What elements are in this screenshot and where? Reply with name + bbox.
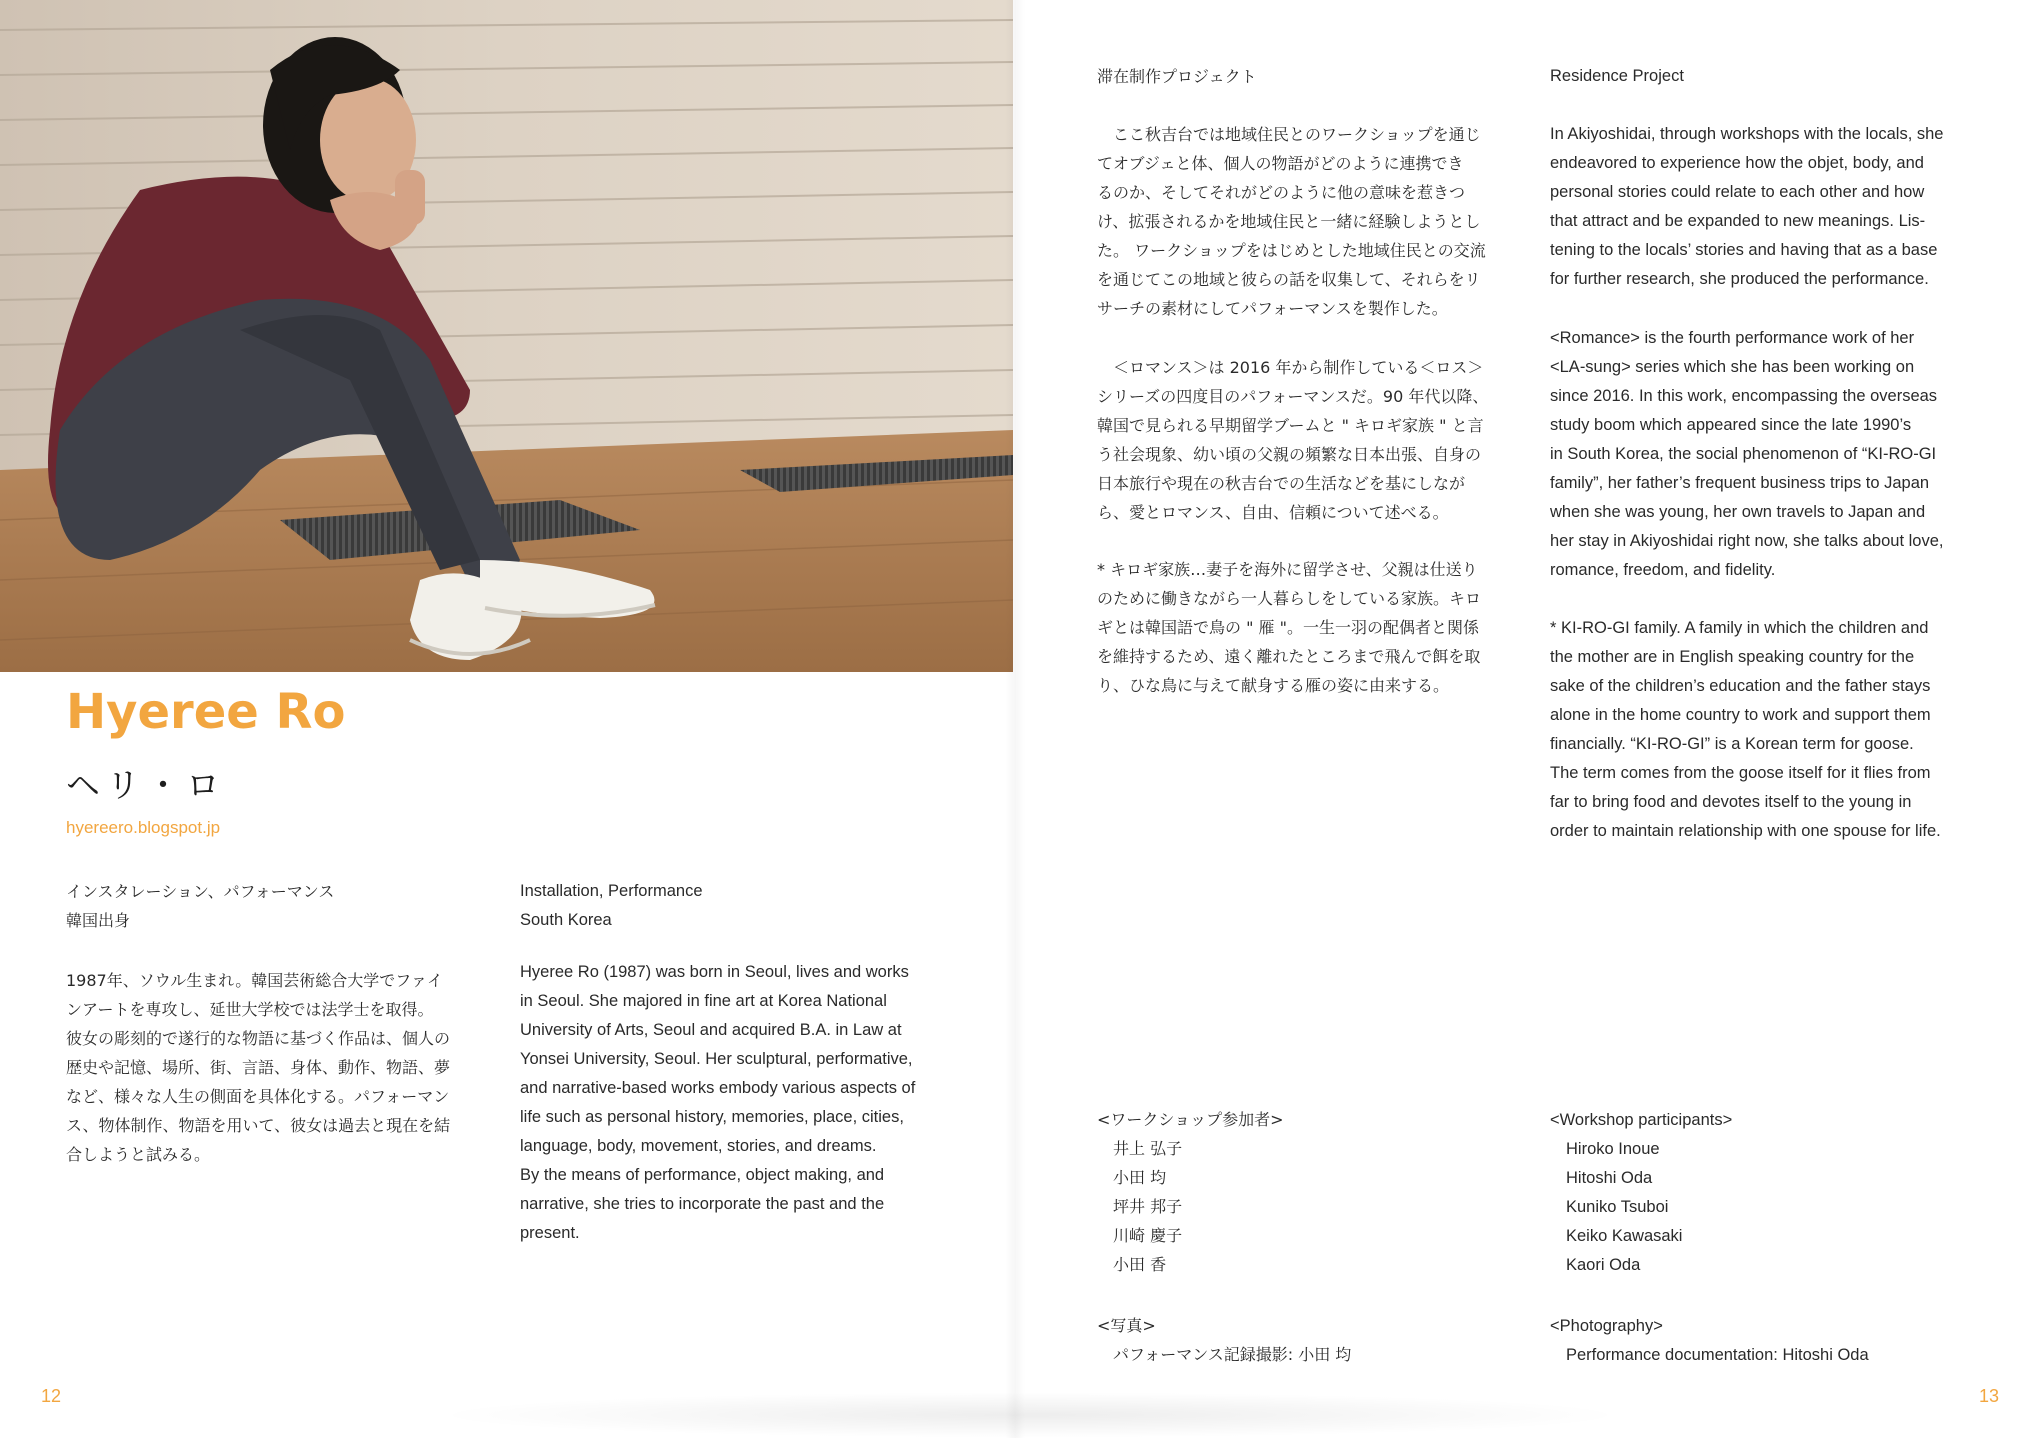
artist-name: Hyeree Ro — [66, 684, 346, 740]
participants-jp — [1097, 1105, 1517, 1279]
participant-en: Keiko Kawasaki — [1566, 1227, 1683, 1245]
bio-jp-text: 1987年、ソウル生まれ。韓国芸術総合大学でファイ ンアートを専攻し、延世大学校では法学士を取得。 彼女の彫刻的で遂行的な物語に基づく作品は、個人の 歴史や記憶、場所、街、言語、身体、動作、物語、夢 など、様々な人生の側面を具体化する。パフォーマン ス、物体制作、物語を用いて、彼女は過去と現在を結 合しようと試みる。 — [66, 971, 451, 1164]
residence-para2-jp-text: ＜ロマンス＞は 2016 年から制作している＜ロス＞ シリーズの四度目のパフォーマンスだ。90 年代以降、 韓国で見られる早期留学ブームと " キロギ家族 " と言 う社会現象、幼い頃の父親の頻繁な日本出張、自身の 日本旅行や現在の秋吉台での生活などを基にしなが ら、愛とロマンス、自由、信頼について述べる。 — [1097, 358, 1489, 522]
photography-credit-en: Performance documentation: Hitoshi Oda — [1566, 1346, 1869, 1364]
residence-para1-jp — [1097, 120, 1517, 323]
photography-en — [1550, 1312, 1980, 1370]
residence-heading-jp: 滞在制作プロジェクト — [1097, 67, 1257, 86]
participant-jp: 小田 香 — [1113, 1255, 1167, 1274]
participant-en: Hiroko Inoue — [1566, 1140, 1660, 1158]
residence-para2-jp — [1097, 353, 1517, 527]
profile-en-header — [520, 877, 940, 935]
field-jp: インスタレーション、パフォーマンス — [66, 882, 335, 901]
photography-heading-jp: <写真> — [1097, 1316, 1156, 1335]
residence-para1-en — [1550, 120, 1980, 294]
artist-photo — [0, 0, 1013, 672]
field-en: Installation, Performance — [520, 882, 703, 900]
participants-heading-jp: <ワークショップ参加者> — [1097, 1110, 1284, 1129]
page-number-right: 13 — [1979, 1386, 2000, 1406]
bio-en — [520, 958, 940, 1248]
participant-en: Hitoshi Oda — [1566, 1169, 1653, 1187]
photography-jp — [1097, 1311, 1517, 1369]
participant-en: Kuniko Tsuboi — [1566, 1198, 1669, 1216]
photography-credit-jp: パフォーマンス記録撮影: 小田 均 — [1113, 1345, 1352, 1364]
residence-note-en — [1550, 614, 1980, 846]
residence-para1-en-text: In Akiyoshidai, through workshops with the locals, she endeavored to experience how the objet, body, and personal stories could relate to each other and how that attract and be expanded to new meanings. Lis- tening to the locals’ stories and having that as a base for further research, she produced the performance. — [1550, 125, 1944, 288]
residence-note-en-text: * KI-RO-GI family. A family in which the children and the mother are in English speaking country for the sake of the children’s education and the father stays alone in the home country to work and support them financially. “KI-RO-GI” is a Korean term for goose. The term comes from the goose itself for it flies from far to bring food and devotes itself to the young in order to maintain relationship with one spouse for life. — [1550, 619, 1941, 840]
artist-website-link[interactable]: hyereero.blogspot.jp — [66, 818, 221, 837]
participant-en: Kaori Oda — [1566, 1256, 1641, 1274]
residence-para1-jp-text: ここ秋吉台では地域住民とのワークショップを通じ てオブジェと体、個人の物語がどのように連携でき るのか、そしてそれがどのように他の意味を惹きつ け、拡張されるかを地域住民と一緒に経験しようとし た。 ワークショップをはじめとした地域住民との交流 を通じてこの地域と彼らの話を収集して、それらをリ サーチの素材にしてパフォーマンスを製作した。 — [1097, 125, 1486, 318]
origin-en: South Korea — [520, 911, 612, 929]
photography-heading-en: <Photography> — [1550, 1317, 1663, 1335]
participant-jp: 川崎 慶子 — [1113, 1226, 1183, 1245]
residence-note-jp-text: * キロギ家族…妻子を海外に留学させ、父親は仕送り のために働きながら一人暮らしをしている家族。キロ ギとは韓国語で鳥の " 雁 "。一生一羽の配偶者と関係 を維持するため、遠く離れたところまで飛んで餌を取 り、ひな鳥に与えて献身する雁の姿に由来する。 — [1097, 560, 1482, 695]
participant-jp: 坪井 邦子 — [1113, 1197, 1183, 1216]
origin-jp: 韓国出身 — [66, 911, 131, 930]
residence-para2-en-text: <Romance> is the fourth performance work of her <LA-sung> series which she has been working on since 2016. In this work, encompassing the overseas study boom which appeared since the late 1990’s in South Korea, the social phenomenon of “KI-RO-GI family”, her father’s frequent business trips to Japan when she was young, her own travels to Japan and her stay in Akiyoshidai right now, she talks about love, romance, freedom, and fidelity. — [1550, 329, 1944, 579]
residence-para2-en — [1550, 324, 1980, 585]
bio-jp — [66, 966, 486, 1169]
gutter-shadow — [1005, 0, 1025, 1438]
bio-en-text: Hyeree Ro (1987) was born in Seoul, lives and works in Seoul. She majored in fine art at Korea National University of Arts, Seoul and acquired B.A. in Law at Yonsei University, Seoul. Her sculptural, performative, and narrative-based works embody various aspects of life such as personal history, memories, place, cities, language, body, movement, stories, and dreams. By the means of performance, object making, and narrative, she tries to incorporate the past and the present. — [520, 963, 916, 1242]
page-number-left: 12 — [41, 1386, 62, 1406]
bottom-shadow — [430, 1392, 1630, 1438]
participants-heading-en: <Workshop participants> — [1550, 1111, 1733, 1129]
participants-en — [1550, 1106, 1980, 1280]
artist-name-japanese: ヘリ・ロ — [66, 766, 226, 806]
participant-jp: 井上 弘子 — [1113, 1139, 1183, 1158]
residence-note-jp — [1097, 555, 1517, 700]
participant-jp: 小田 均 — [1113, 1168, 1167, 1187]
profile-jp-header — [66, 877, 486, 935]
residence-heading-en: Residence Project — [1550, 67, 1684, 85]
